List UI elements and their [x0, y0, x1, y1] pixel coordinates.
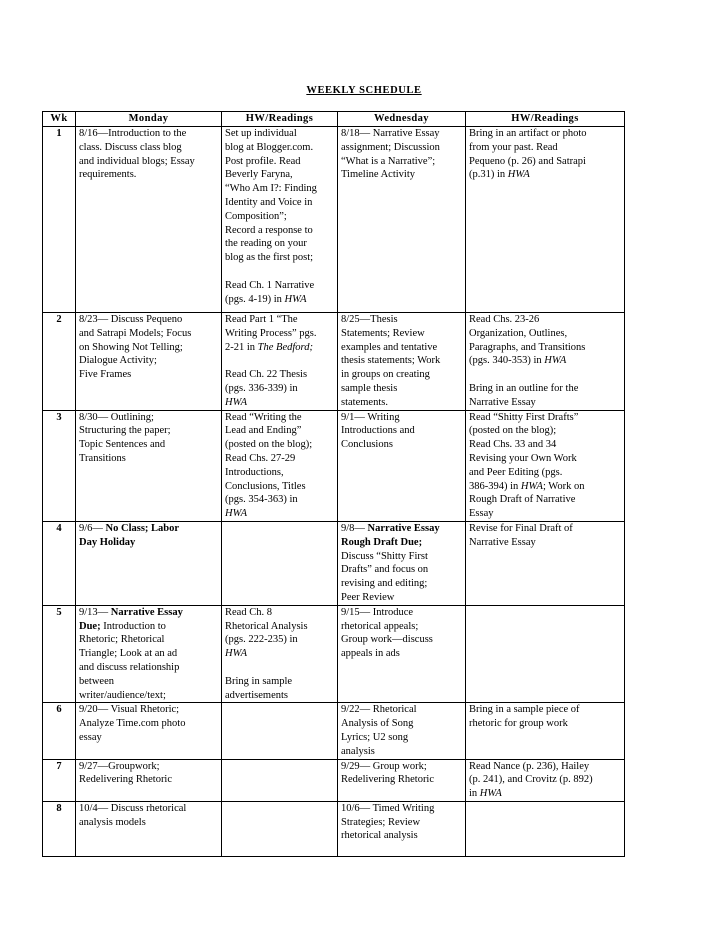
- cell-text: Bring in a sample piece of rhetoric for group work: [469, 704, 580, 730]
- monday-readings-cell: [222, 410, 338, 521]
- wednesday-readings-cell: [466, 605, 625, 703]
- table-row: [43, 801, 625, 856]
- week-number: 2: [43, 313, 76, 411]
- cell-text: 10/6— Timed Writing Strategies; Review rhetorical analysis: [341, 802, 435, 842]
- wednesday-readings-cell: [466, 410, 625, 521]
- cell-text: Set up individual blog at Blogger.com. Post profile. Read Beverly Faryna, “Who Am I?: Finding Identity and Voice in Composition”; Record a response to the reading on your blog as the first post; Read Ch. 1 Narrative (pgs. 4-19) in: [225, 128, 317, 305]
- wednesday-cell: [338, 801, 466, 856]
- cell-text: 9/13—: [79, 606, 111, 618]
- header-wednesday: Wednesday: [338, 112, 466, 127]
- cell-text: 8/23— Discuss Pequeno and Satrapi Models; Focus on Showing Not Telling; Dialogue Activity; Five Frames: [79, 314, 192, 381]
- cell-text: 9/29— Group work; Redelivering Rhetoric: [341, 760, 435, 786]
- cell-text: 9/20— Visual Rhetoric; Analyze Time.com photo essay: [79, 704, 186, 743]
- cell-text: ; Work on Rough Draft of Narrative Essay: [469, 480, 585, 520]
- monday-readings-cell: [222, 127, 338, 313]
- wednesday-cell: [338, 521, 466, 605]
- wednesday-readings-cell: [466, 759, 625, 801]
- cell-text: Read Nance (p. 236), Hailey (p. 241), and Crovitz (p. 892) in: [469, 760, 593, 800]
- italic-text: HWA: [225, 508, 248, 520]
- wednesday-cell: [338, 313, 466, 411]
- week-number: 6: [43, 703, 76, 759]
- monday-readings-cell: [222, 313, 338, 411]
- table-row: [43, 605, 625, 703]
- header-row: [43, 112, 625, 127]
- table-row: [43, 127, 625, 313]
- italic-text: HWA: [284, 293, 307, 305]
- cell-text: 9/22— Rhetorical Analysis of Song Lyrics; U2 song analysis: [341, 704, 417, 757]
- wednesday-readings-cell: [466, 703, 625, 759]
- week-number: 3: [43, 410, 76, 521]
- cell-text: 9/8—: [341, 522, 368, 534]
- week-number: 1: [43, 127, 76, 313]
- cell-text: Read Ch. 8 Rhetorical Analysis (pgs. 222-235) in: [225, 606, 308, 646]
- wednesday-readings-cell: [466, 313, 625, 411]
- monday-cell: [76, 759, 222, 801]
- cell-text: Read Ch. 22 Thesis (pgs. 336-339) in: [225, 369, 308, 394]
- cell-text: 8/25—Thesis Statements; Review examples and tentative thesis statements; Work in groups on creating sample thesis statements.: [341, 314, 441, 408]
- cell-text: Bring in an artifact or photo from your past. Read Pequeno (p. 26) and Satrapi (p.31) in: [469, 128, 587, 181]
- cell-text: 8/16—Introduction to the class. Discuss class blog and individual blogs; Essay requirements.: [79, 128, 195, 181]
- monday-readings-cell: [222, 521, 338, 605]
- week-number: 8: [43, 801, 76, 856]
- monday-readings-cell: [222, 759, 338, 801]
- bold-text: Narrative Essay Due;: [79, 606, 183, 632]
- cell-text: 9/27—Groupwork; Redelivering Rhetoric: [79, 760, 173, 786]
- cell-text: Revise for Final Draft of Narrative Essay: [469, 522, 573, 548]
- week-number: 5: [43, 605, 76, 703]
- wednesday-cell: [338, 605, 466, 703]
- monday-cell: [76, 605, 222, 703]
- header-week: Wk: [43, 112, 76, 127]
- wednesday-cell: [338, 410, 466, 521]
- cell-text: 8/30— Outlining; Structuring the paper; Topic Sentences and Transitions: [79, 411, 171, 464]
- monday-readings-cell: [222, 605, 338, 703]
- table-row: [43, 410, 625, 521]
- monday-cell: [76, 127, 222, 313]
- wednesday-cell: [338, 127, 466, 313]
- cell-text: Bring in an outline for the Narrative Essay: [469, 382, 579, 408]
- italic-text: HWA: [507, 169, 530, 181]
- week-number: 7: [43, 759, 76, 801]
- italic-text: HWA: [479, 788, 502, 800]
- cell-text: 9/6—: [79, 522, 106, 534]
- monday-cell: [76, 313, 222, 411]
- cell-text: Read “Shitty First Drafts” (posted on the blog); Read Chs. 33 and 34 Revising your Own Work and Peer Editing (pgs. 386-394) in: [469, 411, 579, 492]
- header-hw-readings-monday: HW/Readings: [222, 112, 338, 127]
- cell-text: Read Part 1 “The Writing Process” pgs. 2-21 in: [225, 314, 317, 353]
- italic-text: HWA: [225, 648, 248, 660]
- wednesday-readings-cell: [466, 127, 625, 313]
- cell-text: Read Chs. 23-26 Organization, Outlines, Paragraphs, and Transitions (pgs. 340-353) in: [469, 314, 586, 367]
- cell-text: Bring in sample advertisements: [225, 675, 293, 701]
- monday-cell: [76, 703, 222, 759]
- bold-text: No Class; Labor Day Holiday: [79, 522, 180, 548]
- monday-readings-cell: [222, 801, 338, 856]
- cell-text: Read “Writing the Lead and Ending” (posted on the blog); Read Chs. 27-29 Introductions, Conclusions, Titles (pgs. 354-363) in: [225, 411, 313, 506]
- table-row: [43, 521, 625, 605]
- table-row: [43, 313, 625, 411]
- monday-cell: [76, 801, 222, 856]
- table-row: [43, 759, 625, 801]
- monday-readings-cell: [222, 703, 338, 759]
- page-title: WEEKLY SCHEDULE: [306, 85, 422, 96]
- italic-text: HWA: [544, 355, 567, 367]
- wednesday-readings-cell: [466, 801, 625, 856]
- cell-text: 9/15— Introduce rhetorical appeals; Group work—discuss appeals in ads: [341, 606, 433, 660]
- week-number: 4: [43, 521, 76, 605]
- monday-cell: [76, 410, 222, 521]
- weekly-schedule-table: [42, 111, 625, 857]
- cell-text: Introduction to Rhetoric; Rhetorical Triangle; Look at an ad and discuss relationship between writer/audience/text;: [79, 620, 180, 701]
- italic-text: HWA: [225, 396, 248, 408]
- cell-text: 9/1— Writing Introductions and Conclusions: [341, 411, 415, 451]
- header-hw-readings-wednesday: HW/Readings: [466, 112, 625, 127]
- header-monday: Monday: [76, 112, 222, 127]
- monday-cell: [76, 521, 222, 605]
- table-row: [43, 703, 625, 759]
- wednesday-cell: [338, 759, 466, 801]
- italic-text: The Bedford;: [257, 341, 313, 353]
- cell-text: 8/18— Narrative Essay assignment; Discussion “What is a Narrative”; Timeline Activity: [341, 128, 440, 181]
- wednesday-cell: [338, 703, 466, 759]
- bold-text: Narrative Essay Rough Draft Due;: [341, 522, 440, 548]
- cell-text: 10/4— Discuss rhetorical analysis models: [79, 802, 187, 828]
- cell-text: Discuss “Shitty First Drafts” and focus on revising and editing; Peer Review: [341, 550, 429, 603]
- wednesday-readings-cell: [466, 521, 625, 605]
- italic-text: HWA: [520, 480, 543, 492]
